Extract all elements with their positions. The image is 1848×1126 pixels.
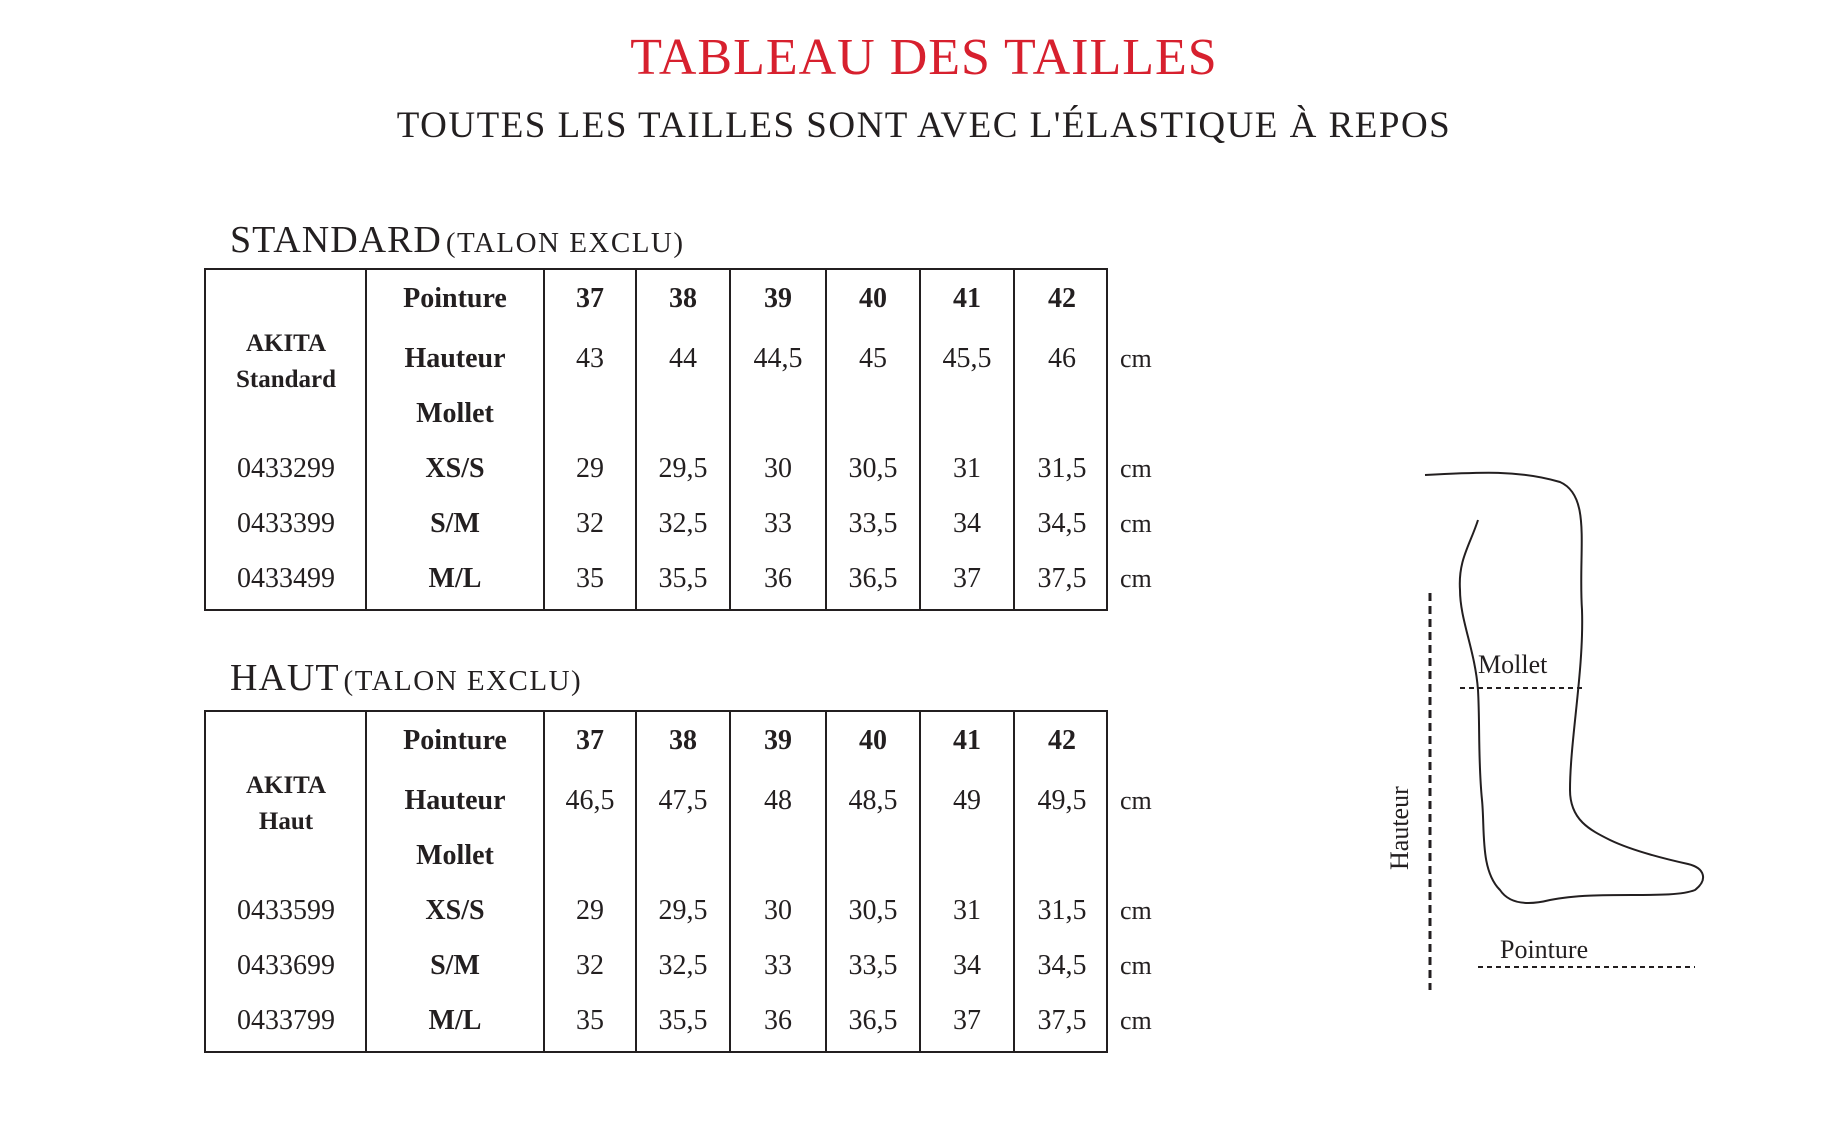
hauteur-label: Hauteur [1385,786,1414,870]
column-divider [365,712,367,1051]
calf-value: 34,5 [1037,950,1087,981]
size-cell: 42 [1048,283,1076,314]
hauteur-value: 48,5 [848,785,898,816]
hauteur-value: 46,5 [565,785,615,816]
calf-value: 36,5 [848,1005,898,1036]
table-heading [230,218,685,262]
size-cell: 41 [953,283,981,314]
column-divider [543,270,545,609]
column-divider [635,712,637,1051]
calf-value: 31,5 [1037,453,1087,484]
column-divider [729,712,731,1051]
calf-size: XS/S [425,895,485,926]
calf-value: 33 [764,950,792,981]
calf-value: 34,5 [1037,508,1087,539]
model-variant: Haut [258,808,314,835]
reference-code: 0433399 [237,508,335,539]
pointure-header: Pointure [403,725,507,756]
calf-value: 31 [953,453,981,484]
size-cell: 37 [576,725,604,756]
calf-value: 33,5 [848,508,898,539]
calf-value: 29,5 [658,453,708,484]
table-heading-note: (TALON EXCLU) [445,227,685,259]
size-cell: 37 [576,283,604,314]
calf-size: XS/S [425,453,485,484]
column-divider [635,270,637,609]
calf-size: S/M [430,950,480,981]
unit-label: cm [1120,454,1152,483]
hauteur-value: 49 [953,785,981,816]
column-divider [919,270,921,609]
column-divider [1013,270,1015,609]
page-title: TABLEAU DES TAILLES [630,29,1218,86]
table-heading-main: STANDARD [230,219,442,261]
reference-code: 0433699 [237,950,335,981]
hauteur-value: 48 [764,785,792,816]
hauteur-value: 45,5 [942,343,992,374]
size-cell: 40 [859,283,887,314]
unit-label: cm [1120,344,1152,373]
calf-size: S/M [430,508,480,539]
calf-value: 37,5 [1037,563,1087,594]
calf-value: 37,5 [1037,1005,1087,1036]
calf-value: 35 [576,1005,604,1036]
calf-value: 36 [764,1005,792,1036]
size-table [204,710,1108,1053]
column-divider [729,270,731,609]
pointure-header: Pointure [403,283,507,314]
hauteur-value: 45 [859,343,887,374]
calf-value: 37 [953,563,981,594]
calf-value: 30 [764,895,792,926]
hauteur-value: 49,5 [1037,785,1087,816]
calf-value: 32,5 [658,950,708,981]
calf-value: 36,5 [848,563,898,594]
size-table [204,268,1108,611]
reference-code: 0433499 [237,563,335,594]
size-cell: 40 [859,725,887,756]
hauteur-value: 44 [669,343,697,374]
unit-label: cm [1120,786,1152,815]
size-cell: 38 [669,283,697,314]
size-cell: 42 [1048,725,1076,756]
calf-size: M/L [428,1005,482,1036]
calf-value: 34 [953,508,981,539]
calf-value: 31,5 [1037,895,1087,926]
table-heading [230,656,582,700]
hauteur-value: 46 [1048,343,1076,374]
hauteur-value: 44,5 [753,343,803,374]
calf-value: 35,5 [658,563,708,594]
calf-value: 31 [953,895,981,926]
model-label [206,326,366,398]
calf-value: 30 [764,453,792,484]
calf-value: 36 [764,563,792,594]
calf-value: 37 [953,1005,981,1036]
calf-value: 32,5 [658,508,708,539]
unit-label: cm [1120,951,1152,980]
model-label [206,768,366,840]
mollet-label: Mollet [1478,650,1548,679]
column-divider [825,270,827,609]
unit-label: cm [1120,509,1152,538]
mollet-header: Mollet [416,840,494,871]
calf-value: 32 [576,508,604,539]
calf-value: 35,5 [658,1005,708,1036]
hauteur-value: 47,5 [658,785,708,816]
size-cell: 38 [669,725,697,756]
calf-size: M/L [428,563,482,594]
model-name: AKITA [245,330,327,357]
unit-label: cm [1120,1006,1152,1035]
calf-value: 29 [576,453,604,484]
hauteur-value: 43 [576,343,604,374]
model-name: AKITA [245,772,327,799]
calf-value: 33,5 [848,950,898,981]
column-divider [543,712,545,1051]
pointure-label: Pointure [1500,935,1589,964]
column-divider [825,712,827,1051]
calf-value: 34 [953,950,981,981]
column-divider [919,712,921,1051]
calf-value: 29 [576,895,604,926]
calf-value: 32 [576,950,604,981]
page-subtitle: TOUTES LES TAILLES SONT AVEC L'ÉLASTIQUE À REPOS [396,105,1452,146]
reference-code: 0433299 [237,453,335,484]
size-cell: 39 [764,283,792,314]
table-heading-note: (TALON EXCLU) [343,665,583,697]
boot-diagram [1360,460,1780,1020]
unit-label: cm [1120,896,1152,925]
model-variant: Standard [235,366,337,393]
calf-value: 29,5 [658,895,708,926]
calf-value: 30,5 [848,895,898,926]
reference-code: 0433599 [237,895,335,926]
hauteur-header: Hauteur [404,343,506,374]
calf-value: 30,5 [848,453,898,484]
table-heading-main: HAUT [230,657,340,699]
size-cell: 39 [764,725,792,756]
mollet-header: Mollet [416,398,494,429]
boot-outline [1425,473,1703,903]
calf-value: 35 [576,563,604,594]
hauteur-header: Hauteur [404,785,506,816]
column-divider [365,270,367,609]
size-cell: 41 [953,725,981,756]
column-divider [1013,712,1015,1051]
reference-code: 0433799 [237,1005,335,1036]
unit-label: cm [1120,564,1152,593]
calf-value: 33 [764,508,792,539]
